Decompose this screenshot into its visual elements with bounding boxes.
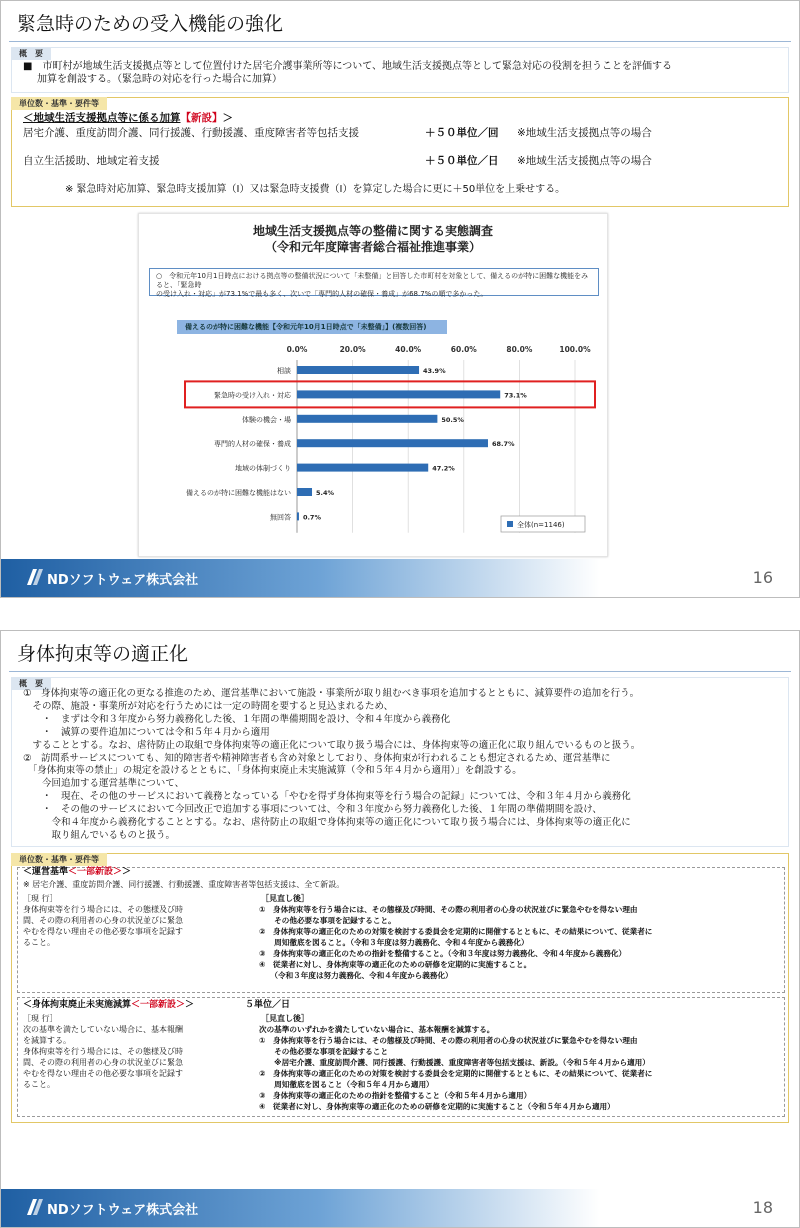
bar xyxy=(297,439,488,447)
overview-line: ② 訪問系サービスについても、知的障害者や精神障害者も含め対象としており、身体拘束が行われることも想定されるため、運営基準に xyxy=(23,752,611,764)
data-label: 43.9% xyxy=(423,367,446,375)
overview-line: 「身体拘束等の禁止」の規定を設けるとともに、「身体拘束廃止未実施減算（令和５年４月から適用）」を創設する。 xyxy=(23,765,522,777)
category-label: 緊急時の受け入れ・対応 xyxy=(214,391,291,400)
survey-chart-panel xyxy=(138,213,608,557)
revised-line: （令和３年度は努力義務化、令和４年度から義務化） xyxy=(259,971,453,980)
current-label: ［現 行］ xyxy=(23,894,58,903)
revised-line: ④ 従業者に対し、身体拘束等の適正化のための研修を定期的に実施すること（令和５年４月から適用） xyxy=(259,1102,615,1111)
revised-line: ② 身体拘束等の適正化のための対策を検討する委員会を定期的に開催するとともに、その結果について、従業者に xyxy=(259,927,653,936)
footer-bar xyxy=(1,1189,799,1227)
bar xyxy=(297,464,428,472)
requirements-tab: 単位数・基準・要件等 xyxy=(11,853,107,866)
heading-close: ＞ xyxy=(222,112,233,124)
title-rule xyxy=(9,671,791,672)
revised-label: ［見直し後］ xyxy=(261,1014,309,1023)
slide-18 xyxy=(0,630,800,1228)
survey-note-line: の受け入れ・対応」が73.1%で最も多く、次いで「専門的人材の確保・養成」が68.7%の順で多かった。 xyxy=(156,290,488,298)
data-label: 68.7% xyxy=(491,440,515,449)
category-label: 体験の機会・場 xyxy=(242,415,291,424)
survey-note-line: ○ 令和元年10月1日時点における拠点等の整備状況について「未整備」と回答した市町村を対象として、備えるのが特に困難な機能をみると、「緊急時 xyxy=(156,272,589,289)
current-line: ること。 xyxy=(23,1080,55,1089)
addition-heading-text: ＜地域生活支援拠点等に係る加算 xyxy=(23,112,181,124)
unit-amount: ＋５０単位／日 xyxy=(425,155,499,167)
current-line: ること。 xyxy=(23,938,55,947)
tick-label: 40.0% xyxy=(395,345,422,354)
new-tag: 【新設】 xyxy=(180,112,223,124)
current-line: やむを得ない理由その他必要な事項を記録す xyxy=(23,1069,183,1078)
heading-close: ＞ xyxy=(185,1000,195,1010)
category-label: 無回答 xyxy=(270,513,291,522)
chart-subtitle: （令和元年度障害者総合福祉推進事業） xyxy=(264,240,481,254)
bar xyxy=(297,512,299,520)
category-label: 相談 xyxy=(277,367,291,375)
chart-caption: 備えるのが特に困難な機能【令和元年10月1日時点で「未整備」】(複数回答) xyxy=(177,320,447,334)
company-logo-text: NDソフトウェア株式会社 xyxy=(47,573,199,588)
current-line: 間、その際の利用者の心身の状況並びに緊急 xyxy=(23,1058,183,1067)
addition-heading xyxy=(23,112,233,125)
tick-label: 100.0% xyxy=(559,345,591,354)
category-label: 備えるのが特に困難な機能はない xyxy=(186,489,291,497)
overview-text: 加算を創設する。（緊急時の対応を行った場合に加算） xyxy=(37,74,282,85)
company-logo-text: NDソフトウェア株式会社 xyxy=(47,1203,199,1218)
footer-bar xyxy=(1,559,799,597)
data-label: 73.1% xyxy=(504,391,527,400)
nd-logo-icon xyxy=(27,1199,43,1215)
legend-label: 全体(n=1146) xyxy=(517,521,565,529)
revised-line: その他必要な事項を記録すること xyxy=(259,1047,389,1056)
revised-line: ① 身体拘束等を行う場合には、その態様及び時間、その際の利用者の心身の状況並びに緊急やむを得ない理由 xyxy=(259,1036,638,1045)
overview-line: ・ 減算の要件追加については令和５年４月から適用 xyxy=(23,726,270,738)
bar-chart xyxy=(139,338,609,558)
overview-line: その際、施設・事業所が対応を行うためには一定の時間を要すると見込まれるため、 xyxy=(23,700,394,712)
chart-title: 地域生活支援拠点等の整備に関する実態調査 xyxy=(252,224,493,238)
overview-text: ■ 市町村が地域生活支援拠点等として位置付けた居宅介護事業所等について、地域生活支援拠点等として緊急対応の役割を担うことを評価する xyxy=(23,61,673,72)
data-label: 47.2% xyxy=(432,464,455,473)
unit-amount: ＋５０単位／回 xyxy=(425,127,499,139)
overview-line: 取り組んでいるものと扱う。 xyxy=(23,829,176,841)
data-label: 0.7% xyxy=(302,513,321,522)
standards-heading xyxy=(23,867,131,878)
tick-label: 0.0% xyxy=(286,345,308,354)
data-label: 5.4% xyxy=(316,489,335,497)
service-label: 自立生活援助、地域定着支援 xyxy=(23,155,160,167)
revised-line: その他必要な事項を記録すること。 xyxy=(259,916,396,925)
tick-label: 80.0% xyxy=(506,345,533,354)
slide-title: 身体拘束等の適正化 xyxy=(17,643,189,665)
current-line: やむを得ない理由その他必要な事項を記録す xyxy=(23,927,183,936)
current-line: を減算する。 xyxy=(23,1036,71,1045)
current-line: 身体拘束等を行う場合には、その態様及び時 xyxy=(23,905,183,914)
bar xyxy=(297,488,312,496)
category-label: 専門的人材の確保・養成 xyxy=(214,440,291,449)
revised-line: ※居宅介護、重度訪問介護、同行援護、行動援護、重度障害者等包括支援は、新設。（令和５年４月から適用） xyxy=(259,1058,650,1067)
current-label: ［現 行］ xyxy=(23,1014,58,1023)
overview-tab: 概 要 xyxy=(11,47,51,60)
bar xyxy=(297,415,437,423)
reduction-heading xyxy=(23,1000,194,1011)
category-label: 地域の体制づくり xyxy=(235,464,291,473)
overview-line: ・ まずは令和３年度から努力義務化した後、１年間の準備期間を設け、令和４年度から義務化 xyxy=(23,713,451,725)
overview-tab: 概 要 xyxy=(11,677,51,690)
unit-note: ※地域生活支援拠点等の場合 xyxy=(517,127,652,139)
overview-line: ・ 現在、その他のサービスにおいて義務となっている「やむを得ず身体拘束等を行う場合の記録」については、令和３年４月から義務化 xyxy=(23,791,631,803)
requirements-tab: 単位数・基準・要件等 xyxy=(11,97,107,110)
current-line: 次の基準を満たしていない場合に、基本報酬 xyxy=(23,1025,183,1034)
revised-label: ［見直し後］ xyxy=(261,894,309,903)
heading-close: ＞ xyxy=(122,867,132,877)
revised-line: ③ 身体拘束等の適正化のための指針を整備すること（令和５年４月から適用） xyxy=(259,1091,532,1100)
overview-line: することとする。なお、虐待防止の取組で身体拘束等の適正化について取り扱う場合には、身体拘束等の適正化に取り組んでいるものと扱う。 xyxy=(23,739,641,751)
partial-new-tag: ＜一部新設＞ xyxy=(68,867,123,877)
standards-note: ※ 居宅介護、重度訪問介護、同行援護、行動援護、重度障害者等包括支援は、全て新設。 xyxy=(23,880,345,889)
bar xyxy=(297,390,500,398)
slide-16 xyxy=(0,0,800,598)
standards-heading-text: ＜運営基準 xyxy=(23,867,69,877)
overview-line: ・ その他のサービスにおいて今回改正で追加する事項については、令和３年度から努力義務化した後、１年間の準備期間を設け、 xyxy=(23,804,602,816)
revised-line: ④ 従業者に対し、身体拘束等の適正化のための研修を定期的に実施すること。 xyxy=(259,960,532,969)
requirement-footnote: ※ 緊急時対応加算、緊急時支援加算（Ⅰ）又は緊急時支援費（Ⅰ）を算定した場合に更に＋50単位を上乗せする。 xyxy=(65,184,566,195)
overview-line: 令和４年度から義務化することとする。なお、虐待防止の取組で身体拘束等の適正化について取り扱う場合には、身体拘束等の適正化に xyxy=(23,817,631,828)
slide-title: 緊急時のための受入機能の強化 xyxy=(17,13,284,35)
legend-swatch xyxy=(507,521,513,527)
tick-label: 20.0% xyxy=(339,345,366,354)
tick-label: 60.0% xyxy=(450,345,477,354)
revised-line: ② 身体拘束等の適正化のための対策を検討する委員会を定期的に開催するとともに、その結果について、従業者に xyxy=(259,1069,653,1078)
current-line: 間、その際の利用者の心身の状況並びに緊急 xyxy=(23,916,183,925)
unit-note: ※地域生活支援拠点等の場合 xyxy=(517,155,652,167)
title-rule xyxy=(9,41,791,42)
revised-line: 周知徹底を図ること。（令和３年度は努力義務化、令和４年度から義務化） xyxy=(259,938,529,947)
page-number: 16 xyxy=(752,568,773,587)
revised-line: ③ 身体拘束等の適正化のための指針を整備すること。（令和３年度は努力義務化、令和４年度から義務化） xyxy=(259,949,627,958)
partial-new-tag: ＜一部新設＞ xyxy=(131,1000,186,1010)
overview-line: ① 身体拘束等の適正化の更なる推進のため、運営基準において施設・事業所が取り組むべき事項を追加するとともに、減算要件の追加を行う。 xyxy=(23,688,640,699)
revised-line: 次の基準のいずれかを満たしていない場合に、基本報酬を減算する。 xyxy=(259,1025,495,1034)
nd-logo-icon xyxy=(27,569,43,585)
reduction-amount: ５単位／日 xyxy=(245,1000,291,1010)
revised-line: ① 身体拘束等を行う場合には、その態様及び時間、その際の利用者の心身の状況並びに緊急やむを得ない理由 xyxy=(259,905,638,914)
current-line: 身体拘束等を行う場合には、その態様及び時 xyxy=(23,1047,183,1056)
overview-line: 今回追加する運営基準について、 xyxy=(23,778,185,790)
data-label: 50.5% xyxy=(441,415,464,424)
survey-note xyxy=(149,268,599,296)
page-number: 18 xyxy=(752,1198,773,1217)
reduction-heading-text: ＜身体拘束廃止未実施減算 xyxy=(23,1000,132,1010)
bar xyxy=(297,366,419,374)
revised-line: 周知徹底を図ること（令和５年４月から適用） xyxy=(259,1080,434,1089)
service-label: 居宅介護、重度訪問介護、同行援護、行動援護、重度障害者等包括支援 xyxy=(23,127,359,139)
